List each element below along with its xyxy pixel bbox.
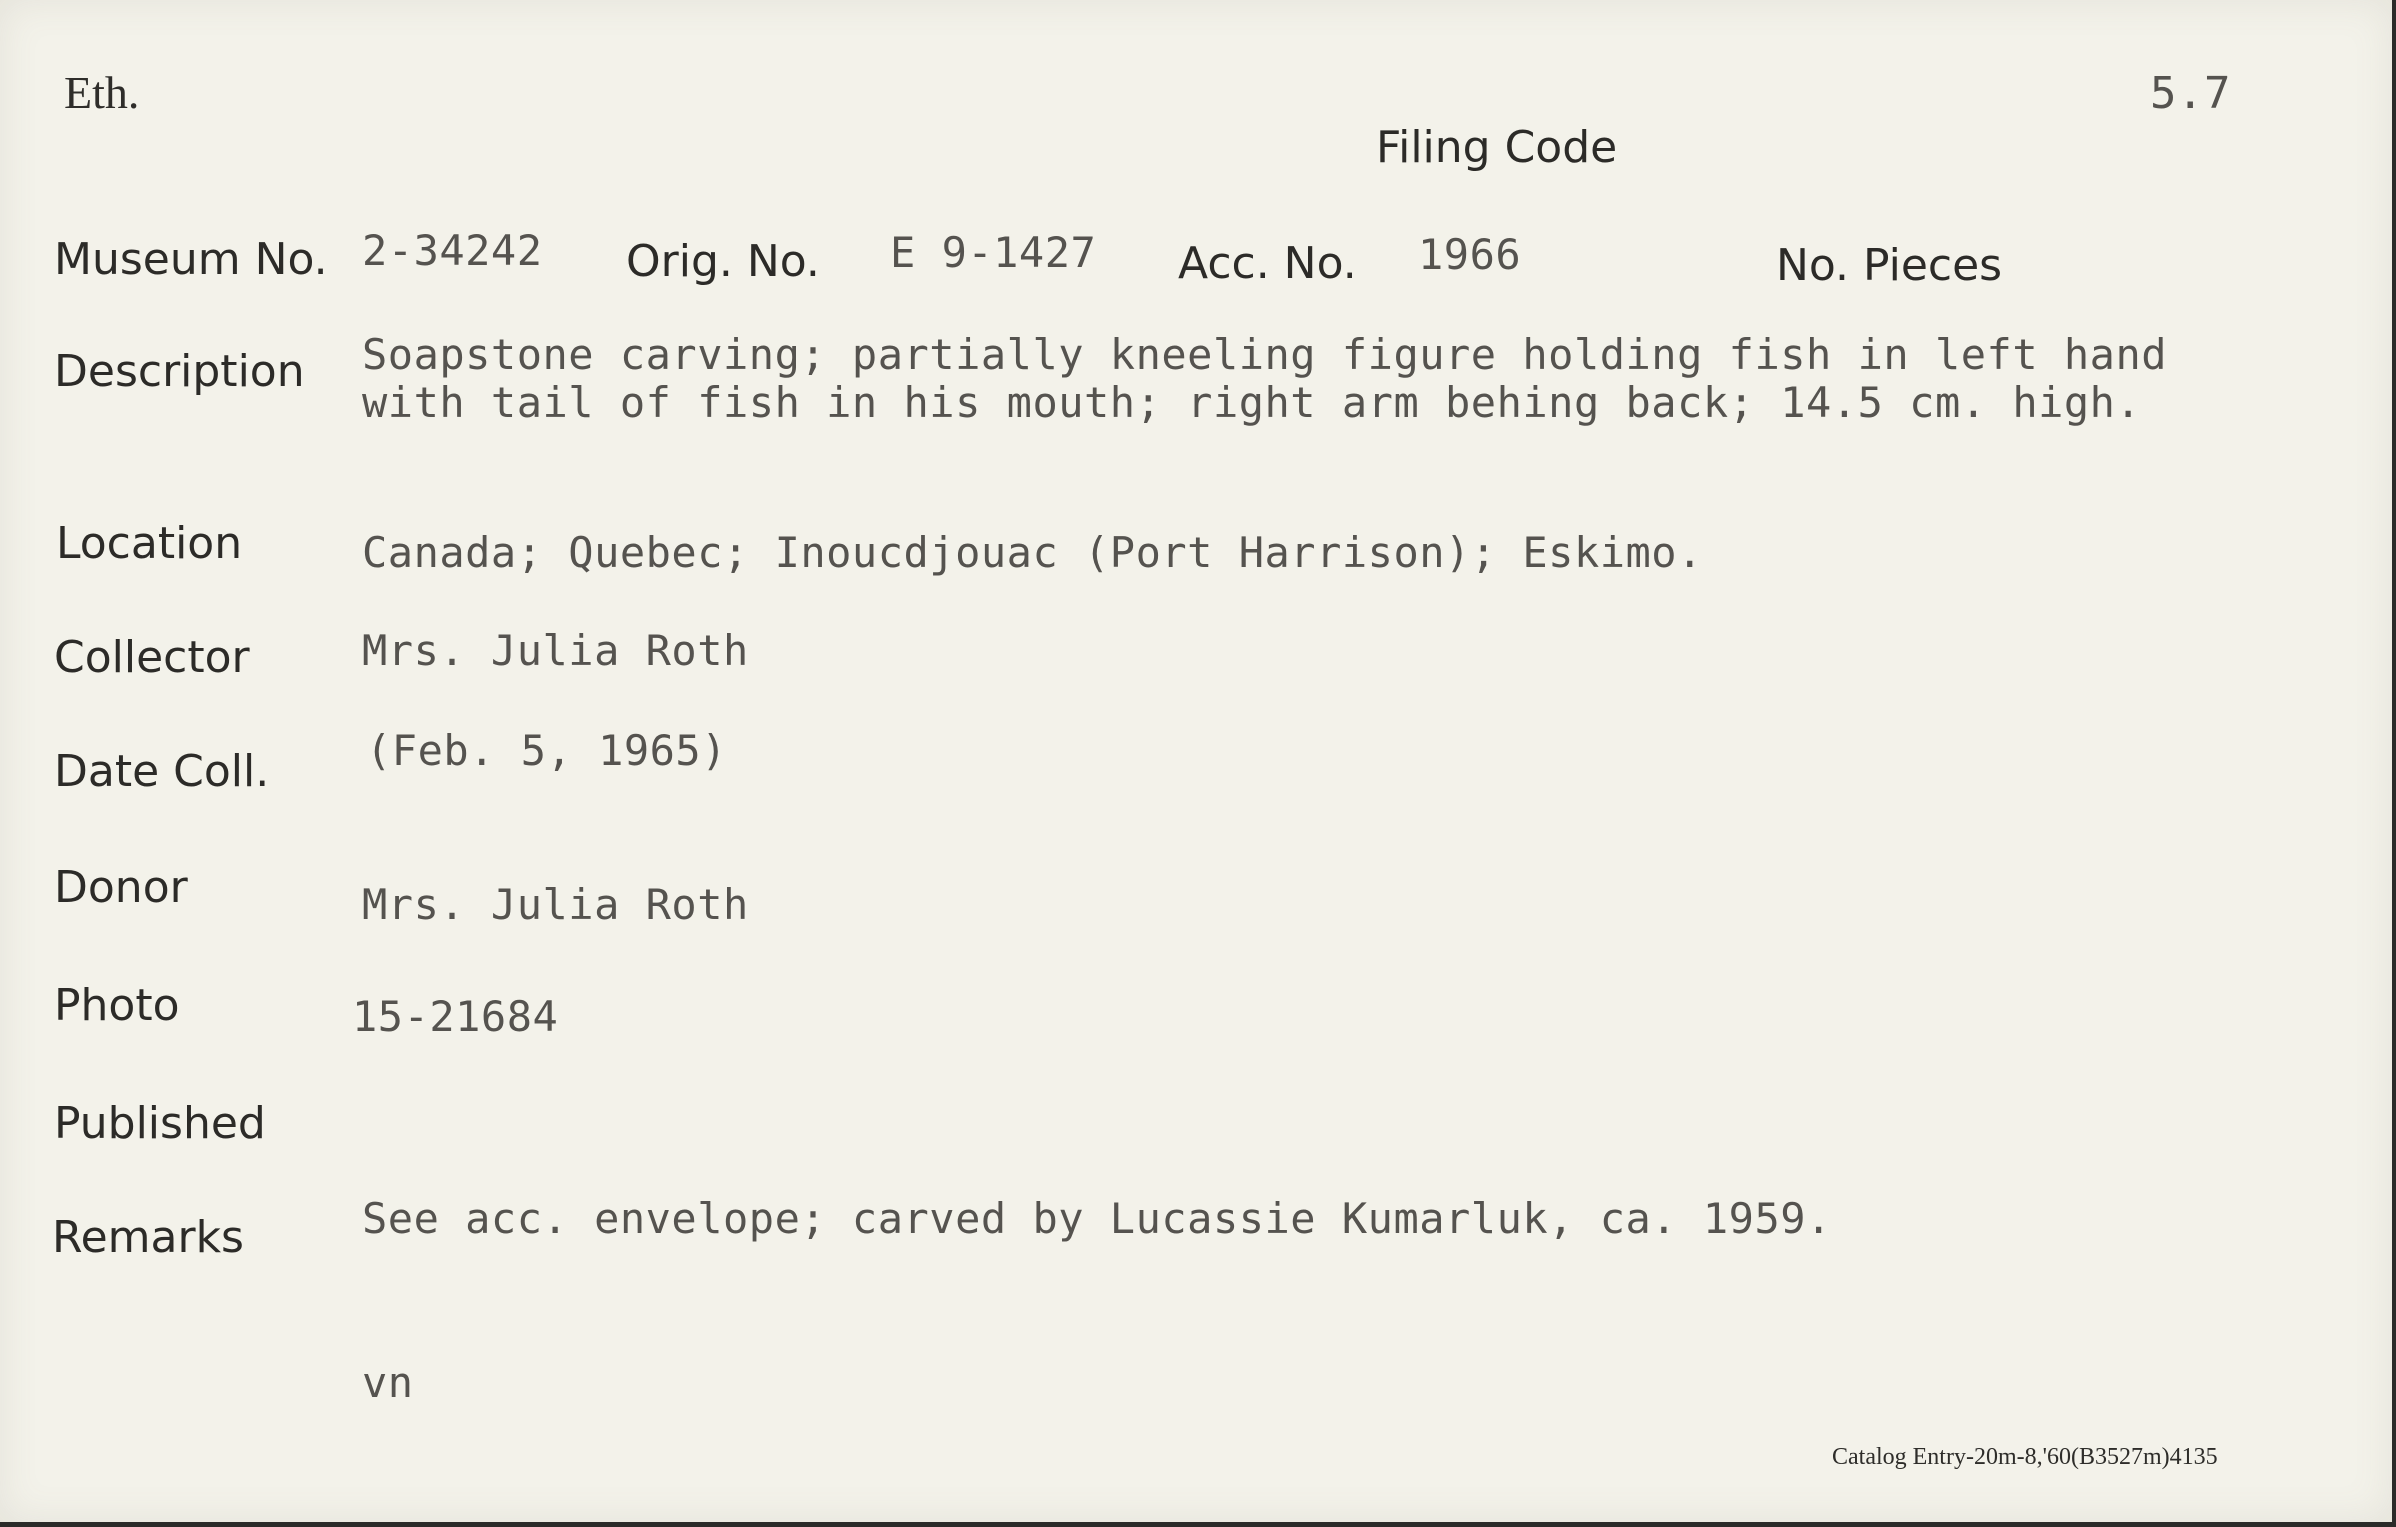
card-number: 5.7 [2150, 68, 2231, 119]
date-coll-value: (Feb. 5, 1965) [366, 726, 728, 775]
acc-no-value: 1966 [1418, 230, 1522, 279]
catalog-entry-code: Catalog Entry-20m-8,'60(B3527m)4135 [1832, 1444, 2218, 1470]
collector-value: Mrs. Julia Roth [362, 626, 749, 675]
remarks-label: Remarks [52, 1212, 244, 1263]
photo-value: 15-21684 [352, 992, 559, 1041]
museum-no-value: 2-34242 [362, 226, 543, 275]
collector-label: Collector [54, 632, 250, 683]
department-label: Eth. [64, 67, 140, 118]
donor-label: Donor [54, 862, 188, 913]
initials-value: vn [362, 1358, 414, 1407]
orig-no-label: Orig. No. [626, 236, 820, 287]
photo-label: Photo [54, 980, 180, 1031]
description-line-2: with tail of fish in his mouth; right arm behing back; 14.5 cm. high. [362, 378, 2142, 427]
no-pieces-label: No. Pieces [1776, 240, 2003, 291]
remarks-value: See acc. envelope; carved by Lucassie Kumarluk, ca. 1959. [362, 1194, 1832, 1243]
description-line-1: Soapstone carving; partially kneeling figure holding fish in left hand [362, 330, 2168, 379]
orig-no-value: E 9-1427 [890, 228, 1097, 277]
date-coll-label: Date Coll. [54, 746, 270, 797]
description-label: Description [54, 346, 305, 397]
filing-code-label: Filing Code [1376, 122, 1618, 173]
location-value: Canada; Quebec; Inoucdjouac (Port Harrison); Eskimo. [362, 528, 1703, 577]
acc-no-label: Acc. No. [1178, 238, 1357, 289]
museum-no-label: Museum No. [54, 234, 328, 285]
donor-value: Mrs. Julia Roth [362, 880, 749, 929]
published-label: Published [54, 1098, 266, 1149]
location-label: Location [56, 518, 243, 569]
